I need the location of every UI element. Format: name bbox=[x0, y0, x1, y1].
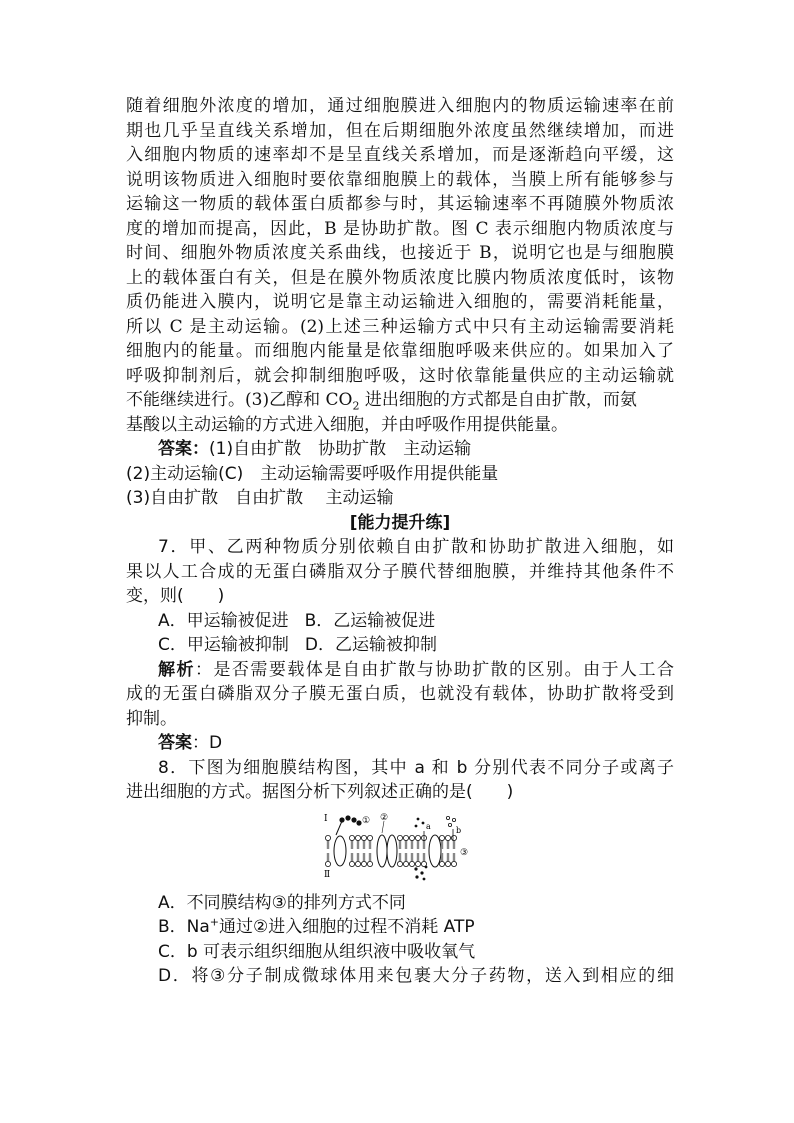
glycoprotein-chain bbox=[336, 815, 362, 835]
explanation-line: 期也几乎呈直线关系增加，但在后期细胞外浓度虽然继续增加，而进 bbox=[126, 120, 674, 141]
explanation-line bbox=[126, 388, 674, 413]
explanation-paragraph bbox=[126, 94, 674, 437]
answer-line: (2)主动运输(C) 主动运输需要呼吸作用提供能量 bbox=[126, 463, 499, 484]
explanation-line: 时间、细胞外物质浓度关系曲线，也接近于 B，说明它也是与细胞膜 bbox=[126, 243, 674, 263]
carrier-protein bbox=[429, 835, 441, 867]
label-3: ③ bbox=[460, 847, 469, 858]
option-d: D．乙运输被抑制 bbox=[304, 635, 437, 655]
question-stem-line: 变，则( ) bbox=[126, 586, 225, 606]
explanation-line: 质仍能进入膜内，说明它是靠主动运输进入细胞的，需要消耗能量， bbox=[126, 292, 674, 312]
question-8 bbox=[126, 756, 674, 989]
side-label-inner: Ⅱ bbox=[324, 869, 331, 880]
option-c: C．b 可表示组织细胞从组织液中吸收氧气 bbox=[158, 941, 476, 962]
explanation-line: 入细胞内物质的速率却不是呈直线关系增加，而是逐渐趋向平缓，这 bbox=[126, 145, 674, 165]
cell-membrane-diagram bbox=[320, 811, 480, 883]
option-c: C．甲运输被抑制 bbox=[158, 635, 289, 655]
explanation-line: 呼吸抑制剂后，就会抑制细胞呼吸，这时依靠能量供应的主动运输就 bbox=[126, 365, 674, 386]
options-row bbox=[126, 633, 674, 658]
explanation-line: 度的增加而提高，因此，B 是协助扩散。图 C 表示细胞内物质浓度与 bbox=[126, 218, 674, 239]
explanation-line: 说明该物质进入细胞时要依靠细胞膜上的载体，当膜上所有能够参与 bbox=[126, 169, 674, 190]
answer-line: 答案：(1)自由扩散 协助扩散 主动运输 bbox=[158, 439, 472, 459]
label-2: ② bbox=[380, 812, 389, 823]
membrane-protein bbox=[334, 836, 346, 866]
channel-protein bbox=[377, 835, 387, 867]
explanation-line-tail: 进出细胞的方式都是自由扩散，而氨 bbox=[364, 390, 637, 410]
outer-molecules bbox=[415, 816, 456, 827]
answer-line: 答案：D bbox=[158, 733, 223, 753]
explanation-line: 细胞内的能量。而细胞内能量是依靠细胞呼吸来供应的。如果加入了 bbox=[126, 341, 674, 361]
analysis-line: 抑制。 bbox=[126, 708, 177, 729]
options-row bbox=[126, 609, 674, 634]
option-a: A．甲运输被促进 bbox=[158, 610, 289, 631]
analysis-label: 解析 bbox=[158, 659, 195, 680]
option-b: B．Na+通过②进入细胞的过程不消耗 ATP bbox=[158, 915, 475, 937]
option-a: A．不同膜结构③的排列方式不同 bbox=[158, 892, 406, 913]
analysis-line: 成的无蛋白磷脂双分子膜无蛋白质，也就没有载体，协助扩散将受到 bbox=[126, 684, 674, 704]
label-a: a bbox=[426, 821, 431, 831]
side-label-outer: Ⅰ bbox=[324, 813, 328, 824]
channel-protein bbox=[387, 835, 397, 867]
question-stem-line: 进出细胞的方式。据图分析下列叙述正确的是( ) bbox=[126, 782, 514, 802]
inner-molecules bbox=[414, 865, 427, 880]
question-7 bbox=[126, 535, 674, 756]
question-stem-line: 8．下图为细胞膜结构图，其中 a 和 b 分别代表不同分子或离子 bbox=[158, 757, 674, 778]
explanation-line-head: 不能继续进行。(3)乙醇和 bbox=[126, 390, 321, 410]
answer-block-q6 bbox=[126, 437, 674, 511]
explanation-line: 所以 C 是主动运输。(2)上述三种运输方式中只有主动运输需要消耗 bbox=[126, 316, 674, 337]
question-stem-line: 果以人工合成的无蛋白磷脂双分子膜代替细胞膜，并维持其他条件不 bbox=[126, 561, 674, 582]
content-column bbox=[126, 94, 674, 989]
label-1: ① bbox=[362, 815, 371, 826]
analysis-line: 解析：是否需要载体是自由扩散与协助扩散的区别。由于人工合 bbox=[158, 659, 675, 680]
explanation-line: 基酸以主动运输的方式进入细胞，并由呼吸作用提供能量。 bbox=[126, 414, 568, 435]
co2-formula: $CO_2$ bbox=[325, 390, 360, 413]
label-b: b bbox=[456, 825, 462, 835]
explanation-line: 运输这一物质的载体蛋白质都参与时，其运输速率不再随膜外物质浓 bbox=[126, 194, 674, 214]
answer-line: (3)自由扩散 自由扩散 主动运输 bbox=[126, 488, 394, 508]
explanation-line: 随着细胞外浓度的增加，通过细胞膜进入细胞内的物质运输速率在前 bbox=[126, 96, 674, 116]
option-d: D．将③分子制成微球体用来包裹大分子药物，送入到相应的细 bbox=[158, 966, 674, 986]
answer-label: 答案： bbox=[158, 439, 209, 459]
option-b: B．乙运输被促进 bbox=[304, 610, 436, 631]
section-title: [能力提升练] bbox=[349, 512, 451, 533]
question-stem-line: 7．甲、乙两种物质分别依赖自由扩散和协助扩散进入细胞，如 bbox=[158, 537, 674, 557]
answer-label: 答案 bbox=[158, 733, 192, 753]
explanation-line: 上的载体蛋白有关，但是在膜外物质浓度比膜内物质浓度低时，该物 bbox=[126, 267, 674, 288]
